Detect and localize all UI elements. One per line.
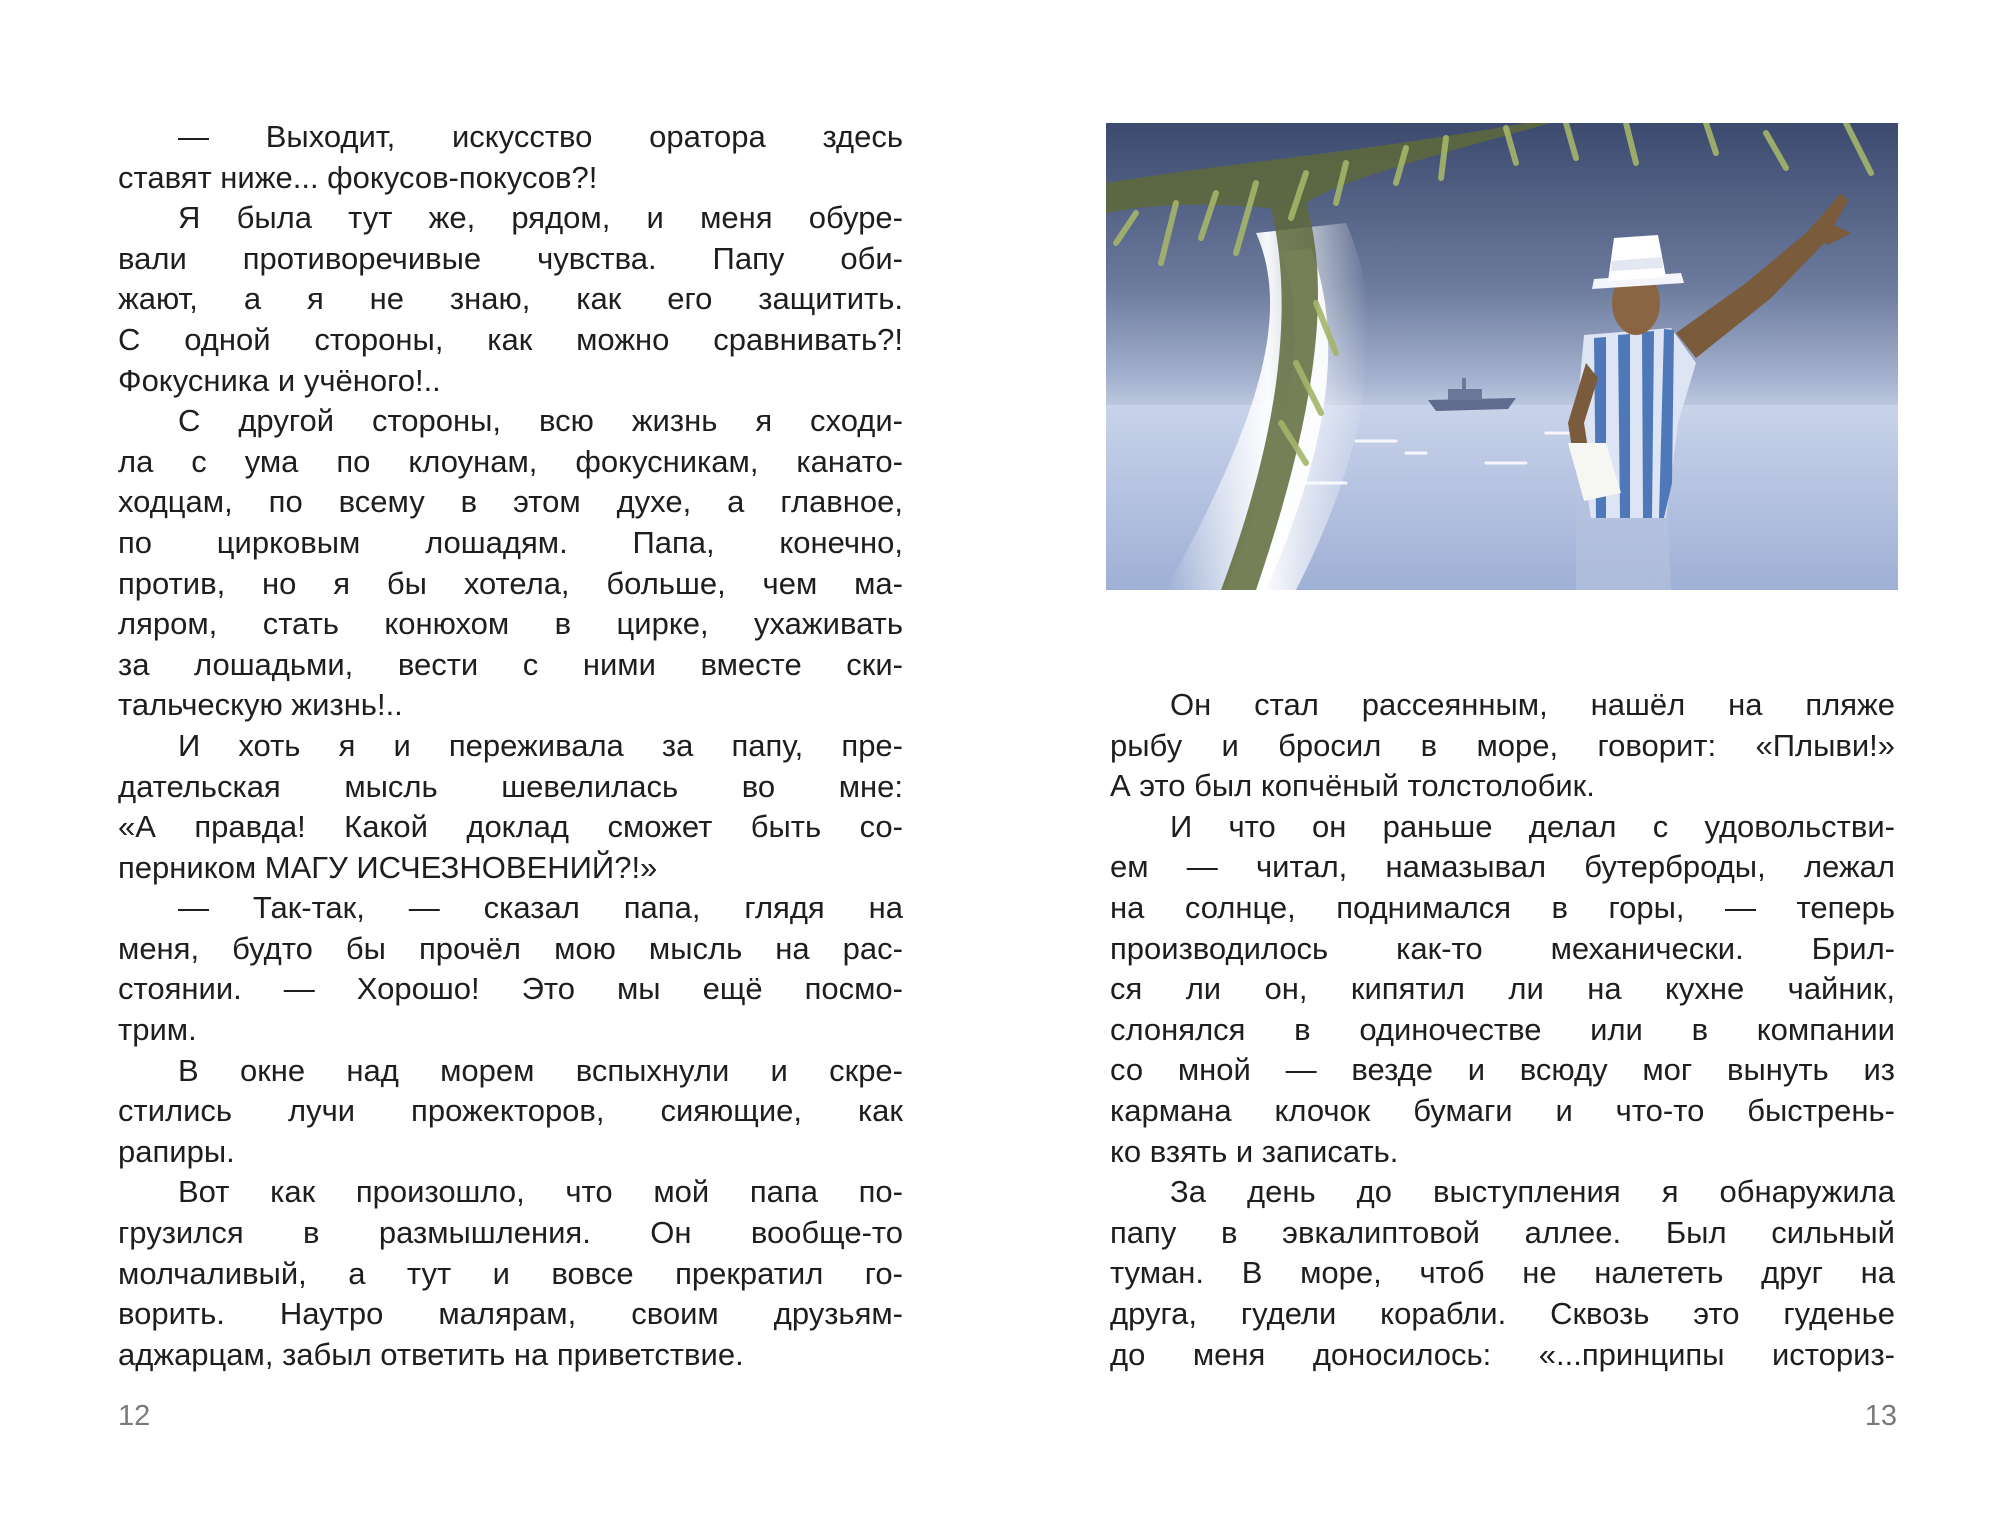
illustration-svg (1106, 123, 1898, 590)
text-line: кармана клочок бумаги и что-то быстрень- (1110, 1092, 1895, 1128)
text-line: И что он раньше делал с удовольстви- (1170, 808, 1895, 844)
text-line: ходцам, по всему в этом духе, а главное, (118, 484, 903, 520)
text-line: Фокусника и учёного!.. (118, 362, 441, 398)
text-line: вали противоречивые чувства. Папу оби- (118, 240, 903, 276)
text-line: И хоть я и переживала за папу, пре- (178, 727, 903, 763)
text-line: со мной — везде и всюду мог вынуть из (1110, 1052, 1895, 1088)
text-line: по цирковым лошадям. Папа, конечно, (118, 524, 903, 560)
right-page-text (1110, 685, 1895, 1375)
text-line: С другой стороны, всю жизнь я сходи- (178, 403, 903, 439)
text-line: трим. (118, 1012, 197, 1048)
text-line: молчаливый, а тут и вовсе прекратил го- (118, 1255, 903, 1291)
text-line: жают, а я не знаю, как его защитить. (118, 281, 903, 317)
text-line: аджарцам, забыл ответить на приветствие. (118, 1336, 744, 1372)
text-line: — Так-так, — сказал папа, глядя на (178, 890, 903, 926)
text-line: тальческую жизнь!.. (118, 687, 403, 723)
text-line: «А правда! Какой доклад сможет быть со- (118, 809, 903, 845)
text-line: ла с ума по клоунам, фокусникам, канато- (118, 443, 903, 479)
text-line: А это был копчёный толстолобик. (1110, 768, 1595, 804)
text-line: За день до выступления я обнаружила (1170, 1174, 1895, 1210)
text-line: ворить. Наутро малярам, своим друзьям- (118, 1296, 903, 1332)
text-line: Он стал рассеянным, нашёл на пляже (1170, 687, 1895, 722)
text-line: туман. В море, чтоб не налететь друг на (1110, 1255, 1895, 1291)
text-line: ем — читал, намазывал бутерброды, лежал (1110, 849, 1895, 885)
text-line: С одной стороны, как можно сравнивать?! (118, 321, 903, 357)
page-number-right: 13 (1864, 1400, 1897, 1432)
text-line: меня, будто бы прочёл мою мысль на рас- (118, 930, 903, 966)
text-line: Я была тут же, рядом, и меня обуре- (178, 200, 903, 236)
text-line: до меня доносилось: «...принципы историз- (1110, 1336, 1895, 1372)
text-line: ся ли он, кипятил ли на кухне чайник, (1110, 971, 1895, 1007)
text-line: друга, гудели корабли. Сквозь это гуденье (1110, 1295, 1895, 1331)
text-line: дательская мысль шевелилась во мне: (118, 768, 903, 804)
right-page (1000, 0, 2000, 1536)
watercolor-illustration (1106, 123, 1898, 590)
text-line: производилось как-то механически. Брил- (1110, 930, 1895, 966)
text-line: В окне над морем вспыхнули и скре- (178, 1052, 903, 1088)
text-line: слонялся в одиночестве или в компании (1110, 1011, 1895, 1047)
left-page-text (118, 117, 903, 1375)
text-line: стоянии. — Хорошо! Это мы ещё посмо- (118, 971, 903, 1007)
text-line: ко взять и записать. (1110, 1133, 1399, 1169)
text-line: — Выходит, искусство оратора здесь (178, 119, 903, 154)
text-line: ляром, стать конюхом в цирке, ухаживать (118, 606, 903, 642)
text-line: стились лучи прожекторов, сияющие, как (118, 1093, 903, 1129)
text-line: папу в эвкалиптовой аллее. Был сильный (1110, 1214, 1895, 1250)
text-line: за лошадьми, вести с ними вместе ски- (118, 646, 903, 682)
text-line: перником МАГУ ИСЧЕЗНОВЕНИЙ?!» (118, 849, 658, 885)
text-line: рыбу и бросил в море, говорит: «Плыви!» (1110, 727, 1895, 763)
text-line: против, но я бы хотела, больше, чем ма- (118, 565, 903, 601)
page-number-left: 12 (118, 1400, 151, 1432)
text-line: на солнце, поднимался в горы, — теперь (1110, 889, 1895, 925)
text-line: рапиры. (118, 1133, 235, 1169)
text-line: Вот как произошло, что мой папа по- (178, 1174, 903, 1210)
text-line: ставят ниже... фокусов-покусов?! (118, 159, 598, 195)
text-line: грузился в размышления. Он вообще-то (118, 1215, 903, 1251)
